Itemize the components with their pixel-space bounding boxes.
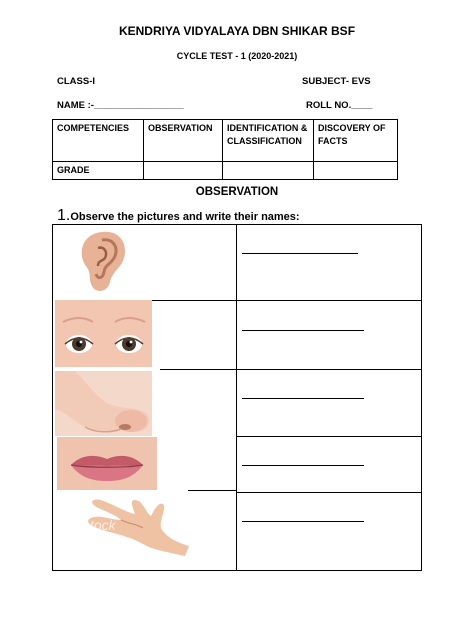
question-number: 1. xyxy=(57,207,71,224)
header-discovery: DISCOVERY OF FACTS xyxy=(314,120,398,162)
grade-cell xyxy=(314,162,398,180)
svg-text:stock: stock xyxy=(83,517,116,533)
grade-label: GRADE xyxy=(53,162,144,180)
row-divider xyxy=(160,369,236,370)
test-title: CYCLE TEST - 1 (2020-2021) xyxy=(176,51,298,61)
answer-blank[interactable] xyxy=(242,521,364,522)
grade-cell xyxy=(223,162,314,180)
row-divider xyxy=(188,490,236,491)
row-divider xyxy=(236,436,422,437)
row-divider xyxy=(152,300,236,301)
header-observation: OBSERVATION xyxy=(144,120,223,162)
roll-field: ROLL NO.____ xyxy=(306,100,373,111)
header-competencies: COMPETENCIES xyxy=(53,120,144,162)
grade-table xyxy=(52,119,398,180)
header-identification: IDENTIFICATION & CLASSIFICATION xyxy=(223,120,314,162)
section-title: OBSERVATION xyxy=(195,186,279,198)
row-divider xyxy=(236,369,422,370)
row-divider xyxy=(236,492,422,493)
answer-blank[interactable] xyxy=(242,398,364,399)
answer-blank[interactable] xyxy=(242,330,364,331)
nose-image xyxy=(55,371,152,436)
school-title: KENDRIYA VIDYALAYA DBN SHIKAR BSF xyxy=(118,24,356,38)
class-label: CLASS-I xyxy=(57,76,95,87)
answer-blank[interactable] xyxy=(242,465,364,466)
question xyxy=(57,207,300,225)
column-divider xyxy=(236,224,237,571)
grade-cell xyxy=(144,162,223,180)
lips-image xyxy=(57,437,157,490)
question-text: Observe the pictures and write their names: xyxy=(70,211,300,223)
answer-blank[interactable] xyxy=(242,253,358,254)
eyes-image xyxy=(55,300,152,367)
hand-image xyxy=(55,494,190,558)
name-field: NAME :-_________________ xyxy=(57,100,184,111)
ear-image xyxy=(62,226,142,296)
row-divider xyxy=(236,300,422,301)
subject-label: SUBJECT- EVS xyxy=(302,76,371,87)
